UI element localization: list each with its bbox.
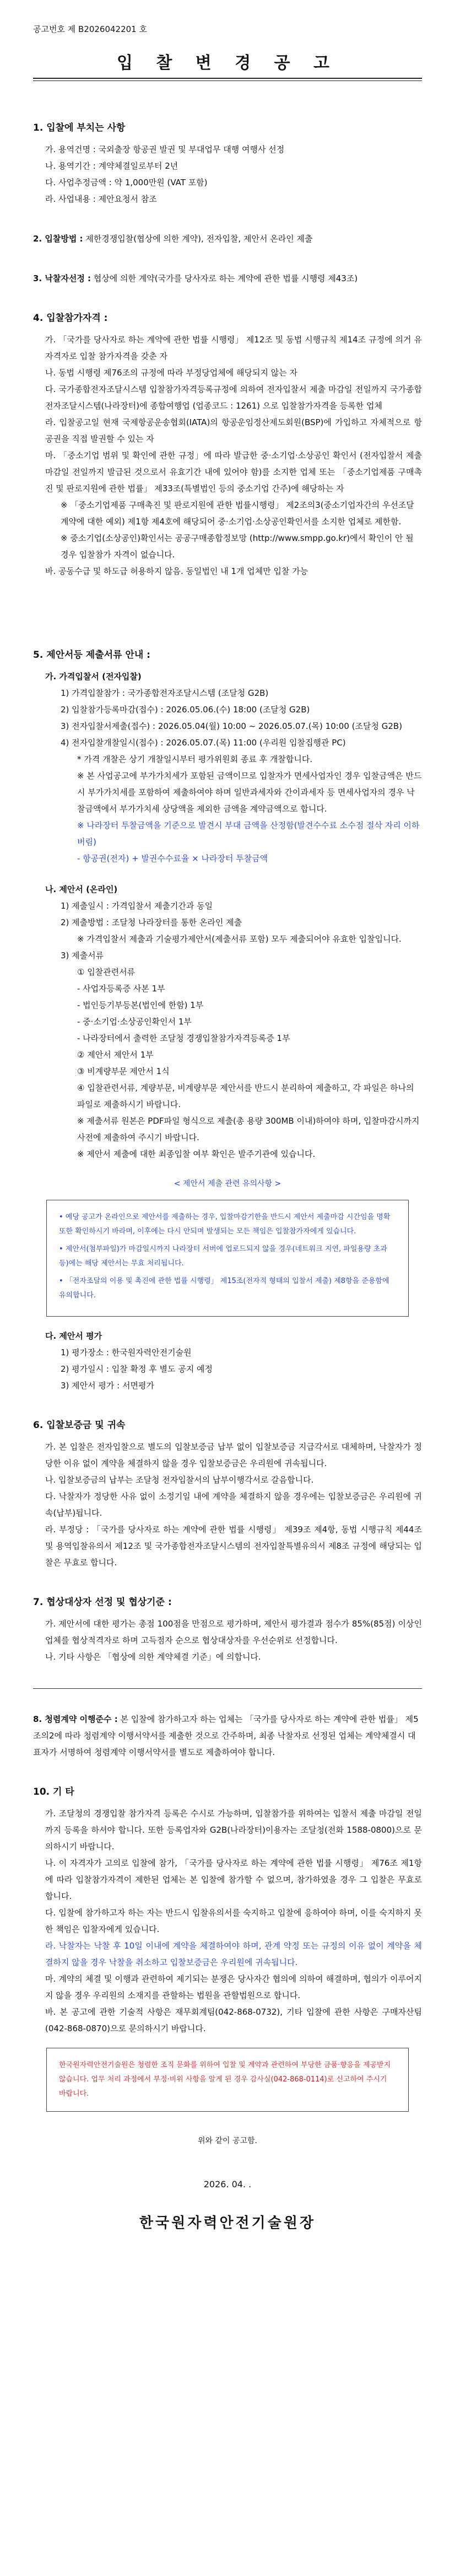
list-item: - 항공권(전자) + 발권수수료율 × 나라장터 투찰금액 — [77, 854, 268, 863]
section-heading: 6. 입찰보증금 및 귀속 — [33, 1420, 126, 1431]
list-item: 마. 계약의 체결 및 이행과 관련하여 제기되는 분쟁은 당사자간 협의에 의하여 해결하며, 협의가 이루어지지 않을 경우 우리원의 소재지를 관할하는 법원을 관할법원으로 합니다. — [45, 1974, 422, 2000]
section-heading: 5. 제안서등 제출서류 안내 : — [33, 650, 150, 661]
list-item: 나. 기타 사항은 「협상에 의한 계약체결 기준」에 의합니다. — [45, 1652, 261, 1662]
section-divider — [33, 1688, 422, 1689]
list-item: 바. 공동수급 및 하도급 허용하지 않음. 동일법인 내 1개 업체만 입찰 가능 — [45, 566, 308, 576]
list-item: 나. 용역기간 : 계약체결일로부터 2년 — [45, 161, 178, 171]
list-item: ※ 본 사업공고에 부가가치세가 포함된 금액이므로 입찰자가 면세사업자인 경우 입찰금액은 반드시 부가가치세를 포함하여 제출하여야 하며 일반과세자와 간이과세자 등 면세사업자의 경우 낙찰금액에서 부가가치세 상당액을 제외한 금액을 계약금액으로 합니다. — [77, 771, 422, 814]
section-bid-items — [33, 120, 422, 207]
section-etc — [33, 1784, 422, 2112]
integrity-box: 한국원자력안전기술원은 청렴한 조직 문화를 위하여 입찰 및 계약과 관련하여 부당한 금품·향응을 제공받지 않습니다. 업무 처리 과정에서 부정·비위 사항을 알게 된 경우 감사실(042-868-0114)로 신고하여 주시기 바랍니다. — [46, 2048, 409, 2112]
list-item: 2) 입찰참가등록마감(접수) : 2026.05.06.(수) 18:00 (조달청 G2B) — [61, 705, 310, 715]
list-item: 라. 낙찰자는 낙찰 후 10일 이내에 계약을 체결하여야 하며, 관계 약정 또는 규정의 이유 없이 계약을 체결하지 않을 경우 낙찰을 취소하고 입찰보증금은 우리원에 귀속됩니다. — [45, 1941, 422, 1967]
notice-box-item: • 「전자조달의 이용 및 촉진에 관한 법률 시행령」 제15조(전자적 형태의 입찰서 제출) 제8항을 준용함에 유의합니다. — [59, 1277, 389, 1300]
section-heading: 8. 청렴계약 이행준수 : — [33, 1714, 118, 1724]
subsection-heading: 다. 제안서 평가 — [45, 1331, 102, 1341]
notice-box-item: • 제안서(첨부파일)가 마감일시까지 나라장터 서버에 업로드되지 않을 경우(네트워크 지연, 파일용량 초과 등)에는 해당 제안서는 무효 처리됩니다. — [59, 1245, 387, 1268]
list-item: - 사업자등록증 사본 1부 — [77, 984, 165, 994]
section-text: 협상에 의한 계약(국가를 당사자로 하는 계약에 관한 법률 시행령 제43조) — [93, 273, 358, 283]
list-item: 3) 전자입찰서제출(접수) : 2026.05.04(월) 10:00 ~ 2026.05.07.(목) 10:00 (조달청 G2B) — [61, 721, 403, 731]
title-divider — [33, 78, 422, 81]
section-bid-bond — [33, 1417, 422, 1571]
closing-date: 2026. 04. . — [203, 2179, 252, 2189]
notice-caption: < 제안서 제출 관련 유의사항 > — [174, 1179, 281, 1188]
list-item: ④ 입찰관련서류, 계량부문, 비계량부문 제안서를 반드시 분리하여 제출하고, 각 파일은 하나의 파일로 제출하시기 바랍니다. — [77, 1083, 414, 1109]
list-item: 1) 가격입찰참가 : 국가종합전자조달시스템 (조달청 G2B) — [61, 688, 269, 698]
section-text: 제한경쟁입찰(협상에 의한 계약), 전자입찰, 제안서 온라인 제출 — [85, 234, 313, 244]
list-item: 가. 제안서에 대한 평가는 총점 100점을 만점으로 평가하며, 제안서 평가결과 점수가 85%(85점) 이상인 업체를 협상적격자로 하며 고득점자 순으로 협상대상자를 우선순위로 선정합니다. — [45, 1619, 422, 1645]
list-item: 2) 평가일시 : 입찰 확정 후 별도 공지 예정 — [61, 1364, 213, 1374]
list-item: 나. 동법 시행령 제76조의 규정에 따라 부정당업체에 해당되지 않는 자 — [45, 368, 298, 378]
list-item: ① 입찰관련서류 — [77, 967, 136, 977]
list-item: 가. 「국가를 당사자로 하는 계약에 관한 법률 시행령」 제12조 및 동법 시행규칙 제14조 규정에 의거 유자격자로 입찰 참가자격을 갖춘 자 — [45, 335, 422, 361]
list-item: 4) 전자입찰개찰일시(접수) : 2026.05.07.(목) 11:00 (우리원 입찰집행관 PC) — [61, 738, 346, 748]
list-item: 다. 낙찰자가 정당한 사유 없이 소정기일 내에 계약을 체결하지 않을 경우에는 입찰보증금은 우리원에 귀속(납부)됩니다. — [45, 1491, 422, 1518]
closing-text: 위와 같이 공고함. — [197, 2137, 258, 2145]
list-item: - 중·소기업·소상공인확인서 1부 — [77, 1017, 192, 1027]
section-bid-method — [33, 230, 422, 247]
list-item: 1) 제출일시 : 가격입찰서 제출기간과 동일 — [61, 901, 213, 911]
subsection-heading: 가. 가격입찰서 (전자입찰) — [45, 672, 142, 681]
list-item: 가. 본 입찰은 전자입찰으로 별도의 입찰보증금 납부 없이 입찰보증금 지급각서로 대체하며, 낙찰자가 정당한 이유 없이 계약을 체결하지 않을 경우 입찰보증금은 우리원에 귀속됩니다. — [45, 1442, 422, 1468]
section-heading: 2. 입찰방법 : — [33, 234, 83, 244]
issuer-name: 한국원자력안전기술원장 — [139, 2215, 316, 2231]
list-item: 나. 입찰보증금의 납부는 조달청 전자입찰서의 납부이행각서로 갈음합니다. — [45, 1475, 314, 1485]
list-item: 가. 조달청의 경쟁입찰 참가자격 등록은 수시로 가능하며, 입찰참가를 위하여는 입찰서 제출 마감일 전일까지 등록을 하셔야 합니다. 또한 등록업자와 G2B(나라장터)이용자는 조달청(전화 1588-0800)으로 문의하시기 바랍니다. — [45, 1808, 422, 1852]
list-item: 바. 본 공고에 관한 기술적 사항은 재무회계팀(042-868-0732), 기타 입찰에 관한 사항은 구매자산팀(042-868-0870)으로 문의하시기 바랍니다. — [45, 2007, 422, 2033]
list-item: 1) 평가장소 : 한국원자력안전기술원 — [61, 1348, 192, 1357]
list-item: ※ 나라장터 투찰금액을 기준으로 발견시 부대 금액을 산정함(발견수수료 소수점 절삭 자리 이하 버림) — [77, 820, 420, 847]
list-item: 3) 제안서 평가 : 서면평가 — [61, 1381, 154, 1391]
list-item: 다. 사업추정금액 : 약 1,000만원 (VAT 포함) — [45, 178, 208, 187]
section-eligibility — [33, 310, 422, 579]
list-item: 다. 국가종합전자조달시스템 입찰참가자격등록규정에 의하여 전자입찰서 제출 마감일 전일까지 국가종합전자조달시스템(나라장터)에 종합여행업 (업종코드 : 1261) 으로 입찰참가자격을 등록한 업체 — [45, 384, 422, 411]
list-item: 라. 부정당 : 「국가를 당사자로 하는 계약에 관한 법률 시행령」 제39조 제4항, 동법 시행규칙 제44조 및 용역입찰유의서 제12조 및 국가종합전자조달시스템의 전자입찰특별유의서 제8조 규정에 해당되는 입찰은 무효로 합니다. — [45, 1525, 422, 1568]
section-heading: 10. 기 타 — [33, 1786, 74, 1797]
list-item: - 법인등기부등본(법인에 한함) 1부 — [77, 1000, 204, 1010]
list-item: ※ 가격입찰서 제출과 기술평가제안서(제출서류 포함) 모두 제출되어야 유효한 입찰입니다. — [77, 934, 402, 944]
list-item: 나. 이 자격자가 고의로 입찰에 참가, 「국가를 당사자로 하는 계약에 관한 법률 시행령」 제76조 제1항에 따라 입찰참가자격이 제한된 업체는 본 입찰에 참가할 수 없으며, 참가하였을 경우 그 입찰은 무효로 합니다. — [45, 1858, 422, 1901]
section-winner-selection — [33, 270, 422, 287]
list-item: 가. 용역건명 : 국외출장 항공권 발권 및 부대업무 대행 여행사 선정 — [45, 144, 285, 154]
section-heading: 3. 낙찰자선정 : — [33, 273, 91, 283]
section-negotiation — [33, 1594, 422, 1665]
notice-number: 공고번호 제 B2026042201 호 — [33, 24, 147, 34]
list-item: ※ 제안서 제출에 대한 최종입찰 여부 확인은 발주기관에 있습니다. — [77, 1149, 316, 1159]
section-text: 본 입찰에 참가하고자 하는 업체는 「국가를 당사자로 하는 계약에 관한 법률」 제5조의2에 따라 청렴계약 이행서약서를 제출한 것으로 간주하며, 최종 낙찰자로 선정된 업체는 계약체결시 대표자가 서명하여 청렴계약 이행서약서를 별도로 제출하여야 합니다. — [33, 1714, 419, 1757]
list-item: * 가격 개찰은 상기 개찰일시부터 평가위원회 종료 후 개찰합니다. — [77, 754, 313, 764]
list-item: ③ 비계량부문 제안서 1식 — [77, 1066, 170, 1076]
list-item: 마. 「중소기업 범위 및 확인에 관한 규정」에 따라 발급한 중·소기업·소상공인 확인서 (전자입찰서 제출 마감일 전일까지 발급된 것으로서 유효기간 내에 있어야 함)를 소지한 업체 또는 「중소기업제품 구매촉진 및 판로지원에 관한 법률」 제33조(특별법인 등의 중소기업 간주)에 해당하는 자 — [45, 450, 422, 493]
section-heading: 7. 협상대상자 선정 및 협상기준 : — [33, 1597, 172, 1608]
list-item: 3) 제출서류 — [61, 951, 104, 960]
section-integrity — [33, 1711, 422, 1761]
list-item: - 나라장터에서 출력한 조달청 경쟁입찰참가자격등록증 1부 — [77, 1033, 290, 1043]
list-item: ※ 제출서류 원본은 PDF파일 형식으로 제출(총 용량 300MB 이내)하여야 하며, 입찰마감시까지 사전에 제출하여 주시기 바랍니다. — [77, 1116, 420, 1142]
page-title: 입 찰 변 경 공 고 — [116, 53, 339, 73]
subsection-heading: 나. 제안서 (온라인) — [45, 884, 118, 894]
notice-box-item: • 예당 공고가 온라인으로 제안서를 제출하는 경우, 입찰마감기한을 반드시 제안서 제출마감 시간임을 명확 또한 확인하시기 바라며, 이후에는 다시 안되며 발생되는 모든 책임은 입찰참가자에게 있습니다. — [59, 1213, 391, 1236]
list-item: ② 제안서 제안서 1부 — [77, 1050, 154, 1060]
list-item: 라. 입찰공고일 현재 국제항공운송협회(IATA)의 항공운임정산제도회원(BSP)에 가입하고 자체적으로 항공권을 직접 발권할 수 있는 자 — [45, 417, 422, 444]
notice-box — [46, 1200, 409, 1317]
list-item: ※ 「중소기업제품 구매촉진 및 판로지원에 관한 법률시행령」 제2조의3(중소기업자간의 우선조달계약에 대한 예외) 제1항 제4호에 해당되어 중·소기업·소상공인확인서를 소지한 업체로 제한함. — [61, 500, 414, 527]
list-item: 라. 사업내용 : 제안요청서 참조 — [45, 194, 157, 204]
section-heading: 1. 입찰에 부치는 사항 — [33, 122, 126, 133]
list-item: 2) 제출방법 : 조달청 나라장터를 통한 온라인 제출 — [61, 917, 242, 927]
list-item: ※ 중소기업(소상공인)확인서는 공공구매종합정보망 (http://www.smpp.go.kr)에서 확인이 안 될 경우 입찰참가 자격이 없습니다. — [61, 533, 414, 560]
section-submission — [33, 647, 422, 1394]
section-heading: 4. 입찰참가자격 : — [33, 313, 108, 324]
list-item: 다. 입찰에 참가하고자 하는 자는 반드시 입찰유의서를 숙지하고 입찰에 응하여야 하며, 이를 숙지하지 못한 책임은 입찰자에게 있습니다. — [45, 1908, 422, 1934]
